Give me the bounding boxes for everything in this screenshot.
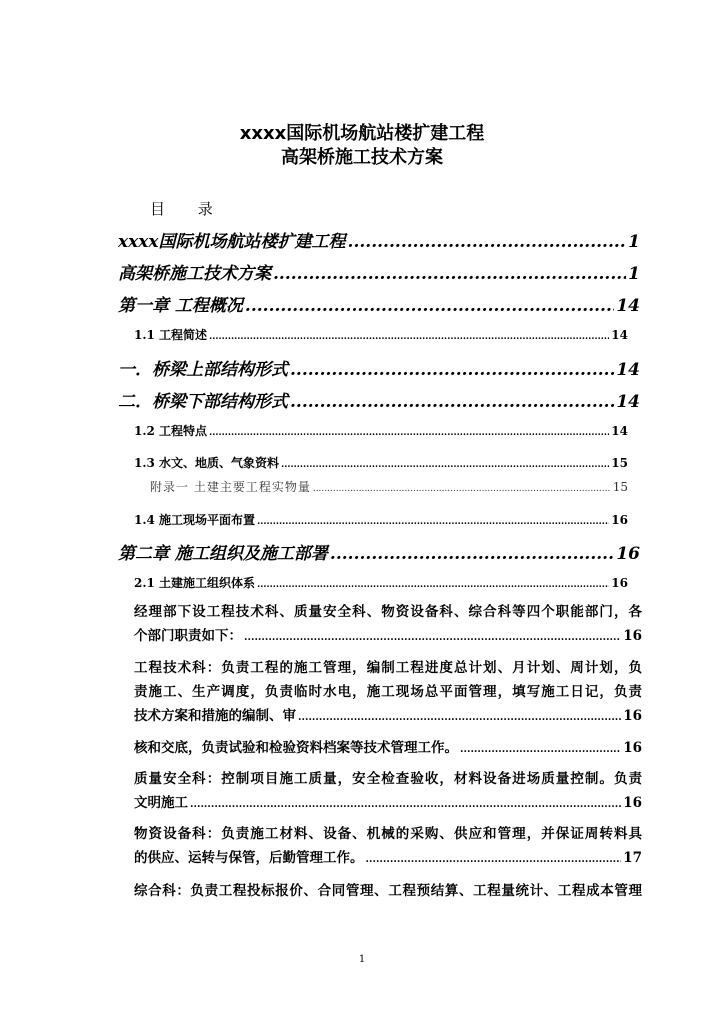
- toc-page-number: 1: [628, 232, 640, 252]
- toc-entry-text: 1.2 工程特点: [134, 424, 208, 438]
- toc-entry-lower-structure[interactable]: [118, 387, 640, 412]
- toc-page-number: 16: [616, 544, 640, 564]
- document-title-line1: xxxx国际机场航站楼扩建工程: [239, 123, 485, 144]
- toc-entry-quality-dept[interactable]: [134, 767, 642, 817]
- toc-entry-text: 二．桥梁下部结构形式: [118, 392, 288, 412]
- toc-page-number: 1: [628, 264, 640, 284]
- leader-dots: [366, 848, 622, 872]
- toc-page-number: 14: [616, 392, 640, 412]
- toc-entry-engineering-dept[interactable]: [134, 656, 642, 730]
- leader-dots: [298, 706, 621, 730]
- toc-entry-line: 工程技术科：负责工程的施工管理，编制工程进度总计划、月计划、周计划，负: [134, 660, 642, 676]
- toc-page-number: 16: [623, 795, 642, 811]
- toc-entry-text: 个部门职责如下：: [134, 628, 242, 644]
- toc-label: 目 录: [150, 200, 227, 218]
- toc-entry-text: 1.4 施工现场平面布置: [134, 513, 256, 527]
- toc-page-number: 16: [623, 628, 642, 644]
- toc-entry-line: 物资设备科：负责施工材料、设备、机械的采购、供应和管理，并保证周转料具: [134, 826, 642, 842]
- toc-entry-text: 一．桥梁上部结构形式: [118, 360, 288, 380]
- toc-entry-text: 2.1 土建施工组织体系: [134, 576, 256, 590]
- toc-entry-1-2[interactable]: [134, 422, 628, 439]
- toc-entry-text: xxxx国际机场航站楼扩建工程: [118, 232, 346, 252]
- toc-page-number: 15: [612, 480, 628, 494]
- leader-dots: [290, 392, 614, 412]
- toc-entry-project[interactable]: [118, 227, 640, 252]
- leader-dots: [190, 793, 621, 817]
- leader-dots: [330, 544, 614, 564]
- leader-dots: [257, 517, 609, 527]
- leader-dots: [281, 460, 609, 470]
- toc-entry-text: 第一章 工程概况: [118, 296, 243, 316]
- leader-dots: [273, 264, 626, 284]
- toc-entry-text: 附录一 土建主要工程实物量: [150, 480, 311, 494]
- toc-entry-text: 高架桥施工技术方案: [118, 264, 271, 284]
- toc-entry-line: 经理部下设工程技术科、质量安全科、物资设备科、综合科等四个职能部门，各: [134, 604, 642, 620]
- toc-entry-departments[interactable]: [134, 600, 642, 650]
- leader-dots: [209, 428, 609, 438]
- toc-page-number: 14: [616, 296, 640, 316]
- page-number: 1: [358, 954, 366, 965]
- toc-entry-text: 的供应、运转与保管，后勤管理工作。: [134, 850, 364, 866]
- toc-entry-text: 1.3 水文、地质、气象资料: [134, 456, 280, 470]
- document-title-line2: 高架桥施工技术方案: [281, 147, 443, 168]
- toc-entry-text: 文明施工: [134, 795, 188, 811]
- toc-page-number: 14: [616, 360, 640, 380]
- toc-entry-line: 责施工、生产调度，负责临时水电，施工现场总平面管理，填写施工日记，负责: [134, 684, 642, 700]
- leader-dots: [245, 296, 614, 316]
- toc-entry-line: 综合科：负责工程投标报价、合同管理、工程预结算、工程量统计、工程成本管理: [134, 883, 642, 899]
- toc-entry-general-dept[interactable]: [134, 879, 642, 903]
- toc-page-number: 16: [623, 708, 642, 724]
- toc-entry-chapter2[interactable]: [118, 539, 640, 564]
- toc-page-number: 14: [611, 328, 628, 342]
- toc-page-number: 15: [611, 456, 628, 470]
- toc-entry-1-4[interactable]: [134, 511, 628, 528]
- toc-entry-2-1[interactable]: [134, 574, 628, 591]
- toc-page-number: 16: [611, 513, 628, 527]
- leader-dots: [290, 360, 614, 380]
- toc-entry-plan[interactable]: [118, 259, 640, 284]
- leader-dots: [313, 484, 611, 494]
- leader-dots: [209, 332, 609, 342]
- leader-dots: [257, 580, 609, 590]
- toc-page-number: 17: [623, 850, 642, 866]
- toc-entry-line: 质量安全科：控制项目施工质量，安全检查验收，材料设备进场质量控制。负责: [134, 771, 642, 787]
- leader-dots: [244, 626, 621, 650]
- toc-entry-appendix1[interactable]: [150, 478, 628, 495]
- toc-entry-text: 技术方案和措施的编制、审: [134, 708, 296, 724]
- toc-page-number: 16: [623, 740, 642, 756]
- toc-entry-text: 1.1 工程简述: [134, 328, 208, 342]
- toc-entry-upper-structure[interactable]: [118, 355, 640, 380]
- toc-entry-materials-dept[interactable]: [134, 822, 642, 872]
- toc-entry-1-3[interactable]: [134, 454, 628, 471]
- toc-page-number: 16: [611, 576, 628, 590]
- leader-dots: [348, 232, 627, 252]
- toc-page-number: 14: [611, 424, 628, 438]
- toc-entry-1-1[interactable]: [134, 326, 628, 343]
- toc-entry-technical-review[interactable]: [134, 736, 642, 762]
- toc-entry-chapter1[interactable]: [118, 291, 640, 316]
- toc-entry-text: 核和交底，负责试验和检验资料档案等技术管理工作。: [134, 740, 458, 756]
- leader-dots: [460, 738, 621, 762]
- toc-entry-text: 第二章 施工组织及施工部署: [118, 544, 328, 564]
